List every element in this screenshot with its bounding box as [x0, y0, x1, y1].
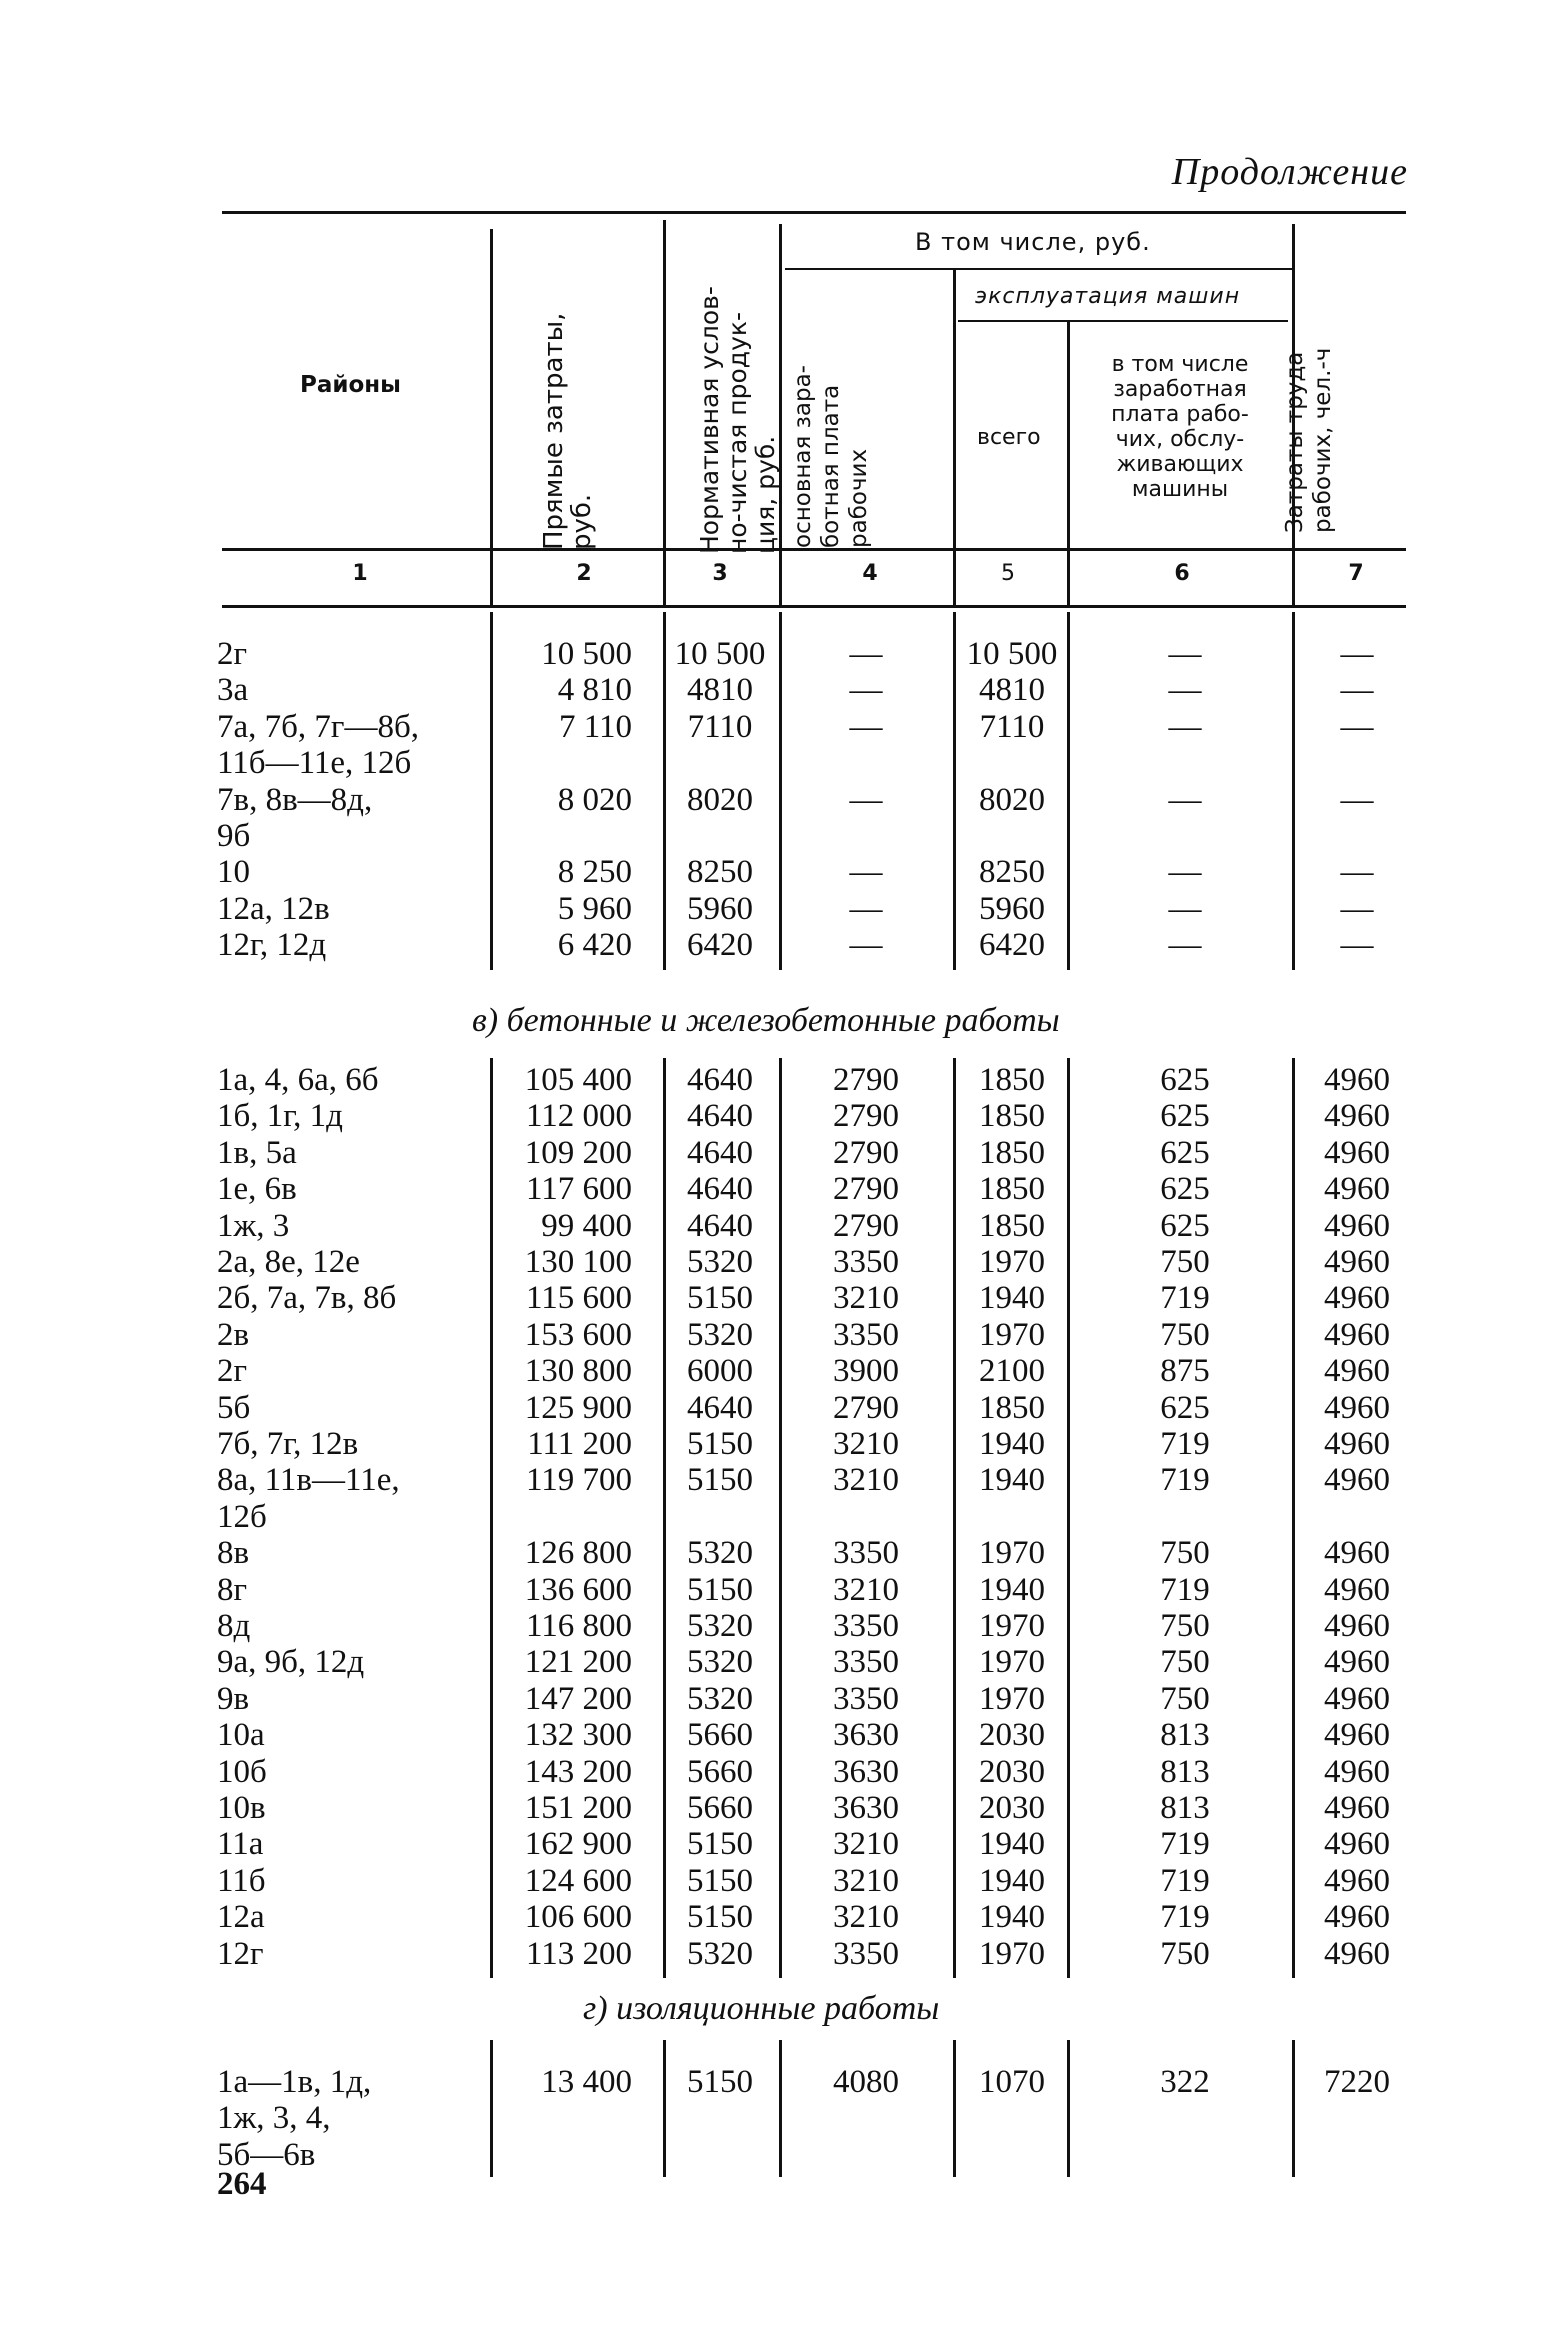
row-concrete-direct-costs: 153 600 — [524, 1316, 632, 1353]
row-top-direct-costs: 10 500 — [541, 636, 632, 672]
row-concrete-region: 5б — [217, 1389, 251, 1426]
header-direct-costs: Прямые затраты, руб. — [539, 312, 597, 550]
row-concrete-c7: 4960 — [1324, 1134, 1390, 1171]
body-top-sep-1 — [490, 612, 493, 970]
row-concrete-c5: 1940 — [979, 1826, 1045, 1863]
row-concrete-c4: 2790 — [833, 1134, 899, 1171]
row-insulation-c7: 7220 — [1324, 2064, 1390, 2100]
row-concrete-c6: 750 — [1160, 1316, 1210, 1353]
row-top-c5: 4810 — [979, 672, 1045, 709]
row-insulation-c5: 1070 — [979, 2064, 1045, 2100]
colnum-sep-1 — [490, 551, 493, 605]
row-insulation-c4: 4080 — [833, 2064, 899, 2100]
header-labor: Затраты труда рабочих, чел.-ч — [1282, 347, 1336, 533]
row-concrete-region: 11а — [217, 1826, 264, 1863]
row-concrete-direct-costs: 162 900 — [524, 1826, 632, 1863]
body-concrete-sep-2 — [663, 1058, 666, 1978]
row-concrete-direct-costs: 130 800 — [524, 1353, 632, 1390]
row-concrete-direct-costs: 143 200 — [524, 1753, 632, 1790]
row-concrete-region: 12б — [217, 1498, 267, 1535]
col-number-5: 5 — [1001, 561, 1015, 586]
row-top-region: 2г — [217, 636, 248, 672]
row-top-c5: 5960 — [979, 890, 1045, 927]
row-concrete-c3: 5320 — [687, 1608, 753, 1644]
row-concrete-direct-costs: 130 100 — [524, 1244, 632, 1280]
row-concrete-direct-costs: 109 200 — [524, 1134, 632, 1171]
row-concrete-c4: 3210 — [833, 1826, 899, 1863]
row-concrete-c3: 5150 — [687, 1862, 753, 1899]
row-concrete-c4: 2790 — [833, 1062, 899, 1098]
row-top-c6: — — [1168, 890, 1202, 927]
row-concrete-c6: 750 — [1160, 1535, 1210, 1572]
row-concrete-c3: 5320 — [687, 1535, 753, 1572]
row-concrete-c5: 1940 — [979, 1280, 1045, 1317]
body-concrete-sep-6 — [1292, 1058, 1295, 1978]
row-concrete-c6: 750 — [1160, 1608, 1210, 1644]
row-concrete-c7: 4960 — [1324, 1753, 1390, 1790]
row-concrete-c4: 2790 — [833, 1207, 899, 1244]
colnum-sep-3 — [779, 551, 782, 605]
row-concrete-c7: 4960 — [1324, 1862, 1390, 1899]
row-concrete-c7: 4960 — [1324, 1790, 1390, 1826]
row-concrete-c4: 3210 — [833, 1462, 899, 1499]
section-title-insulation: г) изоляционные работы — [583, 1990, 940, 2027]
header-sep-1 — [490, 229, 493, 548]
body-concrete-sep-1 — [490, 1058, 493, 1978]
row-concrete-region: 1е, 6в — [217, 1171, 297, 1208]
row-concrete-direct-costs: 121 200 — [524, 1644, 632, 1681]
header-sep-2 — [663, 220, 666, 548]
row-concrete-c4: 3350 — [833, 1680, 899, 1717]
row-concrete-c7: 4960 — [1324, 1608, 1390, 1644]
row-top-region: 9б — [217, 818, 251, 854]
row-concrete-c7: 4960 — [1324, 1389, 1390, 1426]
header-machine-ops: эксплуатация машин — [975, 284, 1241, 309]
body-top-sep-3 — [779, 612, 782, 970]
row-concrete-c5: 1970 — [979, 1644, 1045, 1681]
row-top-region: 12а, 12в — [217, 890, 330, 927]
row-concrete-region: 1б, 1г, 1д — [217, 1098, 343, 1135]
row-concrete-c6: 719 — [1160, 1899, 1210, 1936]
row-concrete-direct-costs: 147 200 — [524, 1680, 632, 1717]
row-concrete-c7: 4960 — [1324, 1426, 1390, 1462]
row-concrete-c6: 625 — [1160, 1134, 1210, 1171]
row-concrete-region: 2г — [217, 1353, 248, 1390]
row-concrete-c7: 4960 — [1324, 1826, 1390, 1863]
row-concrete-c4: 3630 — [833, 1717, 899, 1754]
row-top-c6: — — [1168, 854, 1202, 891]
row-concrete-c6: 813 — [1160, 1753, 1210, 1790]
row-concrete-c6: 719 — [1160, 1426, 1210, 1462]
row-concrete-c3: 4640 — [687, 1207, 753, 1244]
row-concrete-c4: 3350 — [833, 1316, 899, 1353]
row-concrete-c7: 4960 — [1324, 1680, 1390, 1717]
row-concrete-c3: 5660 — [687, 1717, 753, 1754]
body-top-sep-2 — [663, 612, 666, 970]
col-number-6: 6 — [1174, 561, 1190, 586]
row-concrete-region: 12г — [217, 1935, 264, 1972]
row-concrete-c7: 4960 — [1324, 1098, 1390, 1135]
row-concrete-c4: 3350 — [833, 1644, 899, 1681]
row-concrete-direct-costs: 124 600 — [524, 1862, 632, 1899]
row-concrete-region: 10а — [217, 1717, 265, 1754]
row-concrete-c4: 3630 — [833, 1790, 899, 1826]
col-number-3: 3 — [712, 561, 728, 586]
row-concrete-c7: 4960 — [1324, 1316, 1390, 1353]
row-concrete-region: 8г — [217, 1571, 248, 1608]
row-concrete-c6: 875 — [1160, 1353, 1210, 1390]
row-concrete-c7: 4960 — [1324, 1207, 1390, 1244]
row-concrete-c5: 1970 — [979, 1608, 1045, 1644]
row-top-c3: 7110 — [687, 708, 753, 745]
col-number-7: 7 — [1348, 561, 1364, 586]
row-concrete-region: 1в, 5а — [217, 1134, 297, 1171]
row-concrete-c6: 625 — [1160, 1171, 1210, 1208]
row-top-direct-costs: 6 420 — [557, 927, 632, 964]
row-concrete-region: 2а, 8е, 12е — [217, 1244, 360, 1280]
row-concrete-c5: 1850 — [979, 1098, 1045, 1135]
row-top-c6: — — [1168, 672, 1202, 709]
row-top-direct-costs: 8 250 — [557, 854, 632, 891]
row-concrete-c7: 4960 — [1324, 1353, 1390, 1390]
row-concrete-c5: 1940 — [979, 1862, 1045, 1899]
row-concrete-c6: 625 — [1160, 1389, 1210, 1426]
header-regions: Районы — [300, 372, 401, 398]
row-concrete-region: 11б — [217, 1862, 266, 1899]
row-concrete-c5: 2030 — [979, 1717, 1045, 1754]
row-concrete-c6: 625 — [1160, 1098, 1210, 1135]
row-concrete-c3: 4640 — [687, 1389, 753, 1426]
row-concrete-c6: 719 — [1160, 1462, 1210, 1499]
body-top-sep-6 — [1292, 612, 1295, 970]
row-concrete-c5: 1850 — [979, 1389, 1045, 1426]
row-concrete-c4: 2790 — [833, 1098, 899, 1135]
row-top-c7: — — [1340, 927, 1374, 964]
row-concrete-direct-costs: 151 200 — [524, 1790, 632, 1826]
body-concrete-sep-5 — [1067, 1058, 1070, 1978]
row-concrete-c5: 2030 — [979, 1753, 1045, 1790]
row-concrete-region: 1ж, 3 — [217, 1207, 290, 1244]
row-concrete-c4: 3630 — [833, 1753, 899, 1790]
row-concrete-c4: 3210 — [833, 1571, 899, 1608]
row-concrete-c5: 1940 — [979, 1571, 1045, 1608]
row-concrete-region: 10б — [217, 1753, 267, 1790]
row-concrete-c3: 4640 — [687, 1098, 753, 1135]
row-concrete-region: 1а, 4, 6а, 6б — [217, 1062, 379, 1098]
row-top-c5: 10 500 — [966, 636, 1058, 672]
row-insulation-region: 1ж, 3, 4, — [217, 2100, 331, 2137]
row-top-c3: 10 500 — [674, 636, 766, 672]
row-concrete-c7: 4960 — [1324, 1935, 1390, 1972]
row-top-c4: — — [849, 636, 883, 672]
row-top-c7: — — [1340, 854, 1374, 891]
header-sep-5 — [1067, 320, 1070, 548]
col-number-1: 1 — [352, 561, 368, 586]
row-concrete-c3: 5660 — [687, 1790, 753, 1826]
row-concrete-c7: 4960 — [1324, 1062, 1390, 1098]
row-concrete-c4: 3210 — [833, 1426, 899, 1462]
row-concrete-c3: 5150 — [687, 1280, 753, 1317]
colnum-sep-4 — [953, 551, 956, 605]
row-top-c4: — — [849, 708, 883, 745]
row-concrete-c3: 5320 — [687, 1644, 753, 1681]
row-concrete-direct-costs: 117 600 — [525, 1171, 632, 1208]
row-insulation-c6: 322 — [1160, 2064, 1210, 2100]
col-number-2: 2 — [576, 561, 592, 586]
row-concrete-direct-costs: 116 800 — [525, 1608, 632, 1644]
col-number-4: 4 — [862, 561, 878, 586]
row-concrete-c7: 4960 — [1324, 1535, 1390, 1572]
page-number: 264 — [217, 2166, 267, 2202]
row-concrete-region: 7б, 7г, 12в — [217, 1426, 359, 1462]
row-top-region: 7в, 8в—8д, — [217, 781, 373, 818]
row-top-c5: 8020 — [979, 781, 1045, 818]
row-top-c5: 6420 — [979, 927, 1045, 964]
row-concrete-c4: 3350 — [833, 1935, 899, 1972]
body-concrete-sep-4 — [953, 1058, 956, 1978]
row-top-c7: — — [1340, 708, 1374, 745]
machines-rule — [958, 320, 1288, 322]
row-concrete-c5: 1970 — [979, 1316, 1045, 1353]
row-concrete-c5: 1940 — [979, 1899, 1045, 1936]
continuation-label: Продолжение — [1171, 151, 1408, 193]
row-top-direct-costs: 4 810 — [557, 672, 632, 709]
row-top-c4: — — [849, 854, 883, 891]
row-top-direct-costs: 8 020 — [557, 781, 632, 818]
row-concrete-c7: 4960 — [1324, 1280, 1390, 1317]
row-top-c4: — — [849, 890, 883, 927]
row-concrete-c5: 2030 — [979, 1790, 1045, 1826]
row-concrete-c4: 3350 — [833, 1608, 899, 1644]
row-concrete-direct-costs: 105 400 — [524, 1062, 632, 1098]
row-top-c4: — — [849, 927, 883, 964]
body-insulation-sep-5 — [1067, 2040, 1070, 2177]
including-rule — [785, 268, 1295, 270]
row-concrete-direct-costs: 126 800 — [524, 1535, 632, 1572]
row-concrete-c5: 1970 — [979, 1935, 1045, 1972]
row-top-c7: — — [1340, 890, 1374, 927]
row-top-c7: — — [1340, 781, 1374, 818]
header-total: всего — [977, 425, 1041, 450]
body-insulation-sep-1 — [490, 2040, 493, 2177]
row-concrete-c6: 719 — [1160, 1571, 1210, 1608]
row-concrete-c5: 1940 — [979, 1462, 1045, 1499]
row-concrete-c6: 813 — [1160, 1717, 1210, 1754]
row-concrete-region: 8в — [217, 1535, 250, 1572]
row-concrete-region: 2в — [217, 1316, 250, 1353]
row-concrete-c5: 1970 — [979, 1680, 1045, 1717]
row-concrete-c7: 4960 — [1324, 1644, 1390, 1681]
row-concrete-direct-costs: 125 900 — [524, 1389, 632, 1426]
row-concrete-c3: 4640 — [687, 1134, 753, 1171]
row-concrete-direct-costs: 106 600 — [524, 1899, 632, 1936]
row-concrete-c5: 2100 — [979, 1353, 1045, 1390]
row-concrete-c5: 1850 — [979, 1062, 1045, 1098]
row-insulation-region: 1а—1в, 1д, — [217, 2064, 372, 2100]
row-top-c7: — — [1340, 636, 1374, 672]
row-top-c6: — — [1168, 781, 1202, 818]
row-concrete-c4: 3350 — [833, 1244, 899, 1280]
row-concrete-direct-costs: 119 700 — [525, 1462, 632, 1499]
row-concrete-c3: 5320 — [687, 1244, 753, 1280]
table-top-rule — [222, 211, 1406, 214]
row-concrete-c3: 4640 — [687, 1171, 753, 1208]
row-concrete-direct-costs: 99 400 — [541, 1207, 632, 1244]
body-top-sep-4 — [953, 612, 956, 970]
header-including: В том числе, руб. — [915, 228, 1151, 256]
row-top-c3: 5960 — [687, 890, 753, 927]
row-concrete-c3: 5150 — [687, 1426, 753, 1462]
row-concrete-c6: 625 — [1160, 1207, 1210, 1244]
header-sep-4 — [953, 268, 956, 548]
row-top-region: 3а — [217, 672, 249, 709]
row-concrete-direct-costs: 132 300 — [524, 1717, 632, 1754]
row-concrete-c5: 1970 — [979, 1244, 1045, 1280]
row-concrete-c7: 4960 — [1324, 1899, 1390, 1936]
row-concrete-c3: 6000 — [687, 1353, 753, 1390]
header-incl-wage: в том числе заработная плата рабо- чих, обслу- живающих машины — [1111, 352, 1249, 502]
row-top-region: 10 — [217, 854, 250, 891]
row-concrete-direct-costs: 115 600 — [525, 1280, 632, 1317]
row-top-c3: 8020 — [687, 781, 753, 818]
row-concrete-c6: 625 — [1160, 1062, 1210, 1098]
row-concrete-region: 9в — [217, 1680, 250, 1717]
row-concrete-c4: 3350 — [833, 1535, 899, 1572]
row-top-direct-costs: 5 960 — [557, 890, 632, 927]
row-concrete-c4: 3210 — [833, 1899, 899, 1936]
row-top-c7: — — [1340, 672, 1374, 709]
body-concrete-sep-3 — [779, 1058, 782, 1978]
body-insulation-sep-3 — [779, 2040, 782, 2177]
row-concrete-c3: 5320 — [687, 1680, 753, 1717]
row-concrete-c5: 1850 — [979, 1134, 1045, 1171]
row-concrete-c6: 719 — [1160, 1862, 1210, 1899]
row-top-c6: — — [1168, 708, 1202, 745]
row-concrete-region: 10в — [217, 1790, 266, 1826]
colnum-sep-2 — [663, 551, 666, 605]
row-concrete-c4: 3900 — [833, 1353, 899, 1390]
row-top-region: 7а, 7б, 7г—8б, — [217, 708, 420, 745]
row-top-c3: 8250 — [687, 854, 753, 891]
row-concrete-c6: 750 — [1160, 1644, 1210, 1681]
row-concrete-c6: 719 — [1160, 1826, 1210, 1863]
row-top-c6: — — [1168, 927, 1202, 964]
row-top-c3: 6420 — [687, 927, 753, 964]
row-concrete-c3: 5320 — [687, 1935, 753, 1972]
row-top-region: 11б—11е, 12б — [217, 745, 412, 782]
row-concrete-c4: 2790 — [833, 1389, 899, 1426]
row-concrete-c7: 4960 — [1324, 1717, 1390, 1754]
row-concrete-direct-costs: 112 000 — [525, 1098, 632, 1135]
body-insulation-sep-2 — [663, 2040, 666, 2177]
row-concrete-region: 2б, 7а, 7в, 8б — [217, 1280, 397, 1317]
row-insulation-c3: 5150 — [687, 2064, 753, 2100]
row-concrete-c6: 719 — [1160, 1280, 1210, 1317]
row-concrete-c6: 813 — [1160, 1790, 1210, 1826]
row-concrete-region: 12а — [217, 1899, 265, 1936]
section-title-concrete: в) бетонные и железобетонные работы — [472, 1002, 1060, 1039]
row-top-region: 12г, 12д — [217, 927, 327, 964]
row-concrete-c6: 750 — [1160, 1244, 1210, 1280]
header-bottom-rule — [222, 548, 1406, 551]
row-concrete-c7: 4960 — [1324, 1462, 1390, 1499]
row-concrete-c5: 1850 — [979, 1171, 1045, 1208]
row-concrete-c5: 1970 — [979, 1535, 1045, 1572]
row-concrete-c3: 5660 — [687, 1753, 753, 1790]
colnum-bottom-rule — [222, 605, 1406, 608]
row-concrete-c3: 5320 — [687, 1316, 753, 1353]
row-concrete-direct-costs: 113 200 — [525, 1935, 632, 1972]
row-concrete-c3: 5150 — [687, 1571, 753, 1608]
row-concrete-c4: 2790 — [833, 1171, 899, 1208]
row-top-c3: 4810 — [687, 672, 753, 709]
row-top-c5: 8250 — [979, 854, 1045, 891]
row-concrete-region: 8а, 11в—11е, — [217, 1462, 400, 1499]
row-concrete-c7: 4960 — [1324, 1171, 1390, 1208]
body-insulation-sep-4 — [953, 2040, 956, 2177]
row-top-c5: 7110 — [979, 708, 1045, 745]
row-concrete-direct-costs: 111 200 — [527, 1426, 632, 1462]
row-top-c4: — — [849, 672, 883, 709]
row-concrete-c4: 3210 — [833, 1280, 899, 1317]
body-insulation-sep-6 — [1292, 2040, 1295, 2177]
row-concrete-c3: 5150 — [687, 1462, 753, 1499]
header-normative: Нормативная услов- но-чистая продук- ция, руб. — [695, 286, 780, 554]
row-insulation-region: 5б—6в — [217, 2136, 316, 2173]
row-concrete-c7: 4960 — [1324, 1244, 1390, 1280]
row-top-direct-costs: 7 110 — [558, 708, 632, 745]
row-concrete-c3: 5150 — [687, 1899, 753, 1936]
row-concrete-region: 8д — [217, 1608, 251, 1644]
row-concrete-c7: 4960 — [1324, 1571, 1390, 1608]
row-concrete-c5: 1850 — [979, 1207, 1045, 1244]
row-concrete-c6: 750 — [1160, 1680, 1210, 1717]
row-top-c4: — — [849, 781, 883, 818]
header-base-wage: основная зара- ботная плата рабочих — [790, 365, 872, 548]
row-concrete-direct-costs: 136 600 — [524, 1571, 632, 1608]
row-concrete-c5: 1940 — [979, 1426, 1045, 1462]
row-concrete-c6: 750 — [1160, 1935, 1210, 1972]
row-concrete-c3: 4640 — [687, 1062, 753, 1098]
row-top-c6: — — [1168, 636, 1202, 672]
row-concrete-c4: 3210 — [833, 1862, 899, 1899]
colnum-sep-5 — [1067, 551, 1070, 605]
row-concrete-region: 9а, 9б, 12д — [217, 1644, 365, 1681]
row-insulation-direct-costs: 13 400 — [541, 2064, 632, 2100]
row-concrete-c3: 5150 — [687, 1826, 753, 1863]
body-top-sep-5 — [1067, 612, 1070, 970]
colnum-sep-6 — [1292, 551, 1295, 605]
